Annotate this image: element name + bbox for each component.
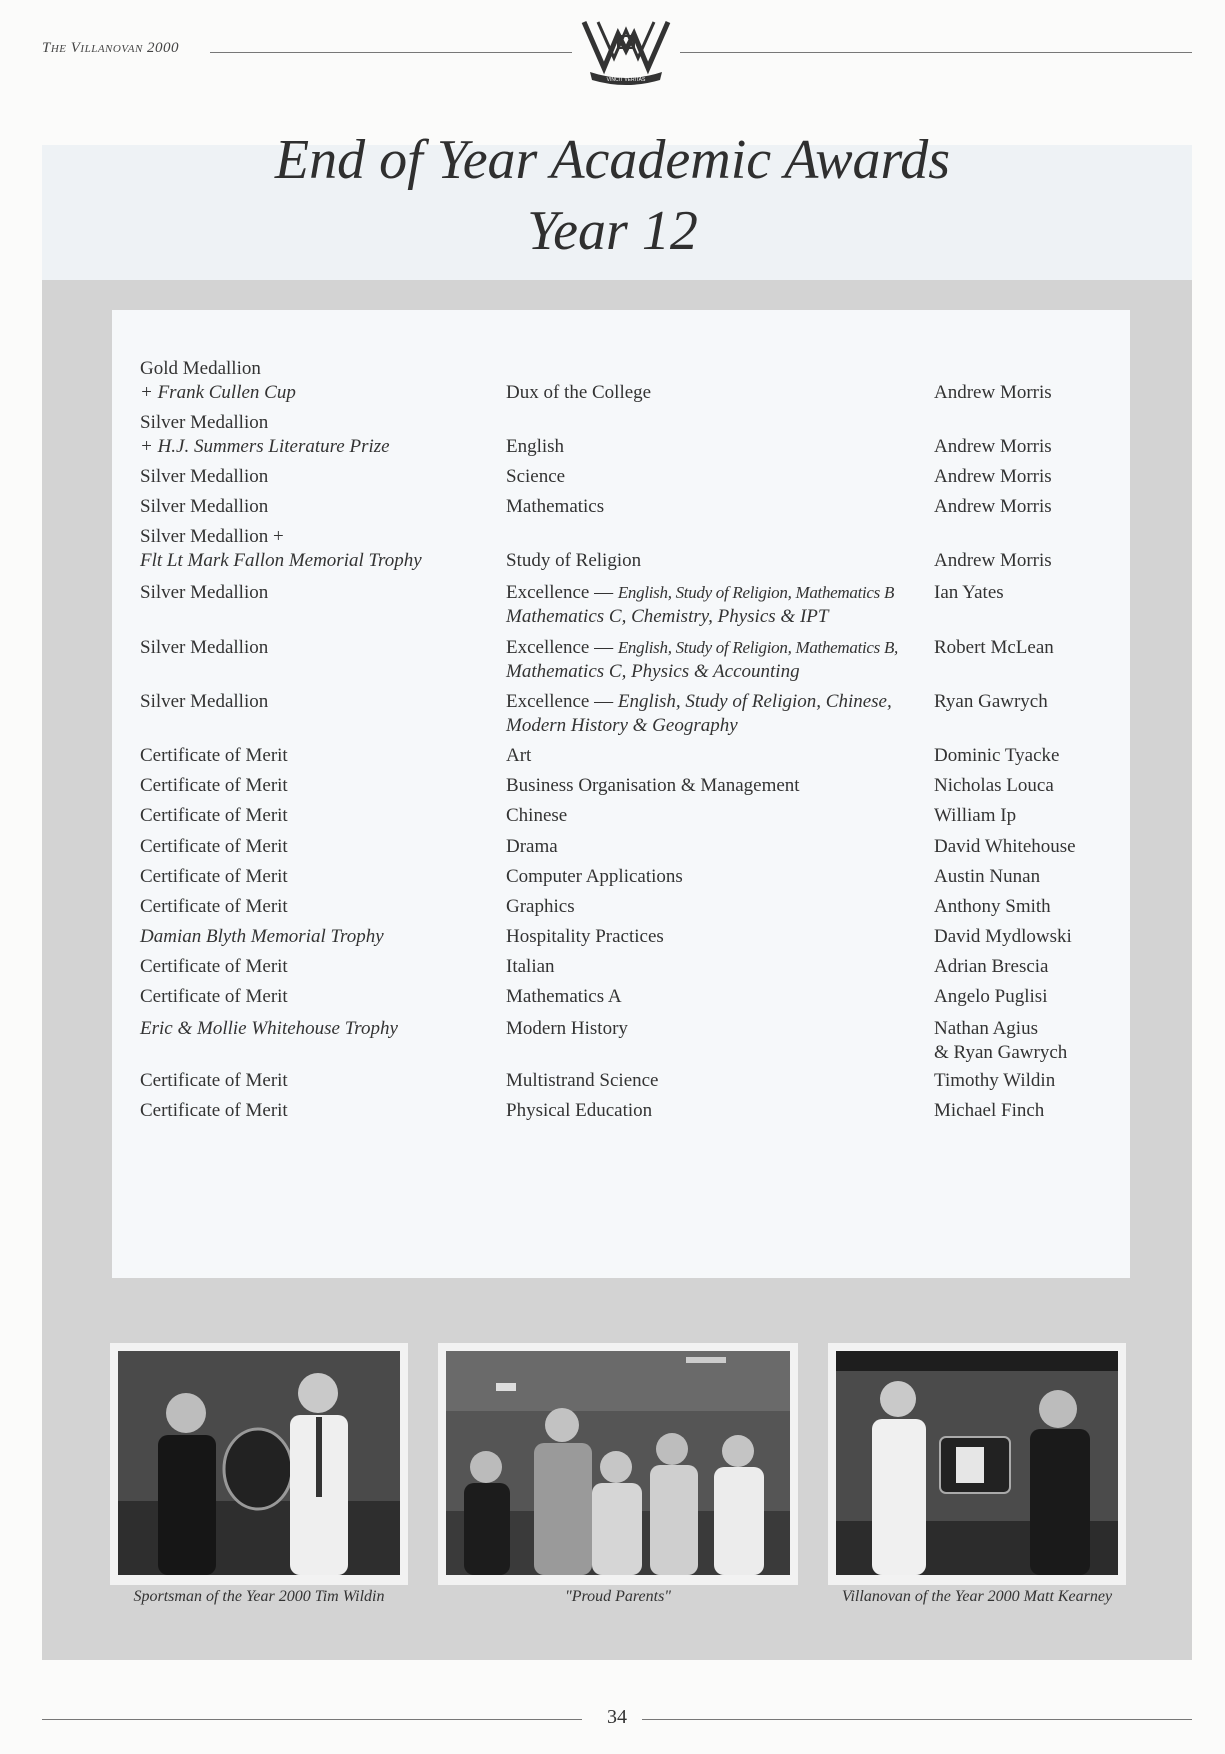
award-recipient: & Ryan Gawrych (934, 1042, 1068, 1063)
award-name: + H.J. Summers Literature Prize (140, 436, 390, 457)
college-crest-logo (580, 18, 672, 88)
award-recipient: Ian Yates (934, 582, 1004, 603)
awards-panel (112, 310, 1130, 1278)
award-subject-detail: English, Study of Religion, Mathematics B (617, 583, 895, 602)
award-subject: Mathematics A (506, 986, 622, 1007)
crest-motto: VINCIT VERITAS (606, 77, 646, 83)
award-recipient: Michael Finch (934, 1100, 1045, 1121)
footer-rule-left (42, 1719, 582, 1720)
award-subject-detail: Modern History & Geography (506, 715, 738, 736)
award-subject: Computer Applications (506, 866, 683, 887)
award-name: Silver Medallion (140, 582, 269, 603)
award-subject: Excellence — (506, 582, 614, 603)
photo-caption: Villanovan of the Year 2000 Matt Kearney (841, 1588, 1113, 1605)
award-name: Certificate of Merit (140, 805, 288, 826)
award-subject: Art (506, 745, 532, 766)
award-subject: Excellence — (506, 691, 614, 712)
award-name: Certificate of Merit (140, 866, 288, 887)
award-recipient: William Ip (934, 805, 1017, 826)
award-name: Certificate of Merit (140, 775, 288, 796)
award-subject: Hospitality Practices (506, 926, 664, 947)
photo-card (438, 1343, 798, 1585)
award-subject: Mathematics (506, 496, 605, 517)
award-name: Silver Medallion (140, 496, 269, 517)
publication-title: The Villanovan 2000 (42, 40, 180, 56)
award-recipient: Austin Nunan (934, 866, 1041, 887)
award-recipient: Andrew Morris (934, 436, 1052, 457)
award-name: Silver Medallion (140, 466, 269, 487)
award-recipient: David Whitehouse (934, 836, 1076, 857)
award-name: Certificate of Merit (140, 896, 288, 917)
award-recipient: Andrew Morris (934, 382, 1052, 403)
award-subject-detail: Mathematics C, Physics & Accounting (506, 661, 800, 682)
award-name: + Frank Cullen Cup (140, 382, 296, 403)
award-recipient: Andrew Morris (934, 466, 1052, 487)
award-subject-detail: Mathematics C, Chemistry, Physics & IPT (506, 606, 829, 627)
award-subject: Dux of the College (506, 382, 652, 403)
award-subject: Excellence — (506, 637, 614, 658)
award-name: Certificate of Merit (140, 1070, 288, 1091)
award-recipient: Dominic Tyacke (934, 745, 1060, 766)
award-subject: Study of Religion (506, 550, 642, 571)
header-rule-right (680, 52, 1192, 53)
award-subject: Science (506, 466, 566, 487)
award-subject: Italian (506, 956, 555, 977)
photo-card (828, 1343, 1126, 1585)
award-name: Silver Medallion + (140, 526, 284, 547)
award-recipient: Adrian Brescia (934, 956, 1049, 977)
award-name: Silver Medallion (140, 412, 269, 433)
award-subject: Multistrand Science (506, 1070, 659, 1091)
award-subject-detail: English, Study of Religion, Mathematics B, (617, 638, 898, 657)
award-subject-detail: English, Study of Religion, Chinese, (617, 691, 892, 712)
photo-card (110, 1343, 408, 1585)
photo-proud-parents (446, 1351, 790, 1575)
award-name: Certificate of Merit (140, 986, 288, 1007)
photo-caption: "Proud Parents" (564, 1588, 672, 1605)
page-subtitle: Year 12 (527, 200, 698, 262)
award-name: Gold Medallion (140, 358, 261, 379)
award-name: Certificate of Merit (140, 956, 288, 977)
award-name: Eric & Mollie Whitehouse Trophy (140, 1018, 398, 1039)
award-name: Certificate of Merit (140, 836, 288, 857)
award-recipient: Timothy Wildin (934, 1070, 1056, 1091)
award-subject: Business Organisation & Management (506, 775, 800, 796)
page-title: End of Year Academic Awards (274, 129, 951, 191)
award-name: Silver Medallion (140, 637, 269, 658)
award-name: Silver Medallion (140, 691, 269, 712)
photo-sportsman (118, 1351, 400, 1575)
award-subject: English (506, 436, 565, 457)
award-recipient: Nicholas Louca (934, 775, 1054, 796)
award-subject: Physical Education (506, 1100, 653, 1121)
award-subject: Modern History (506, 1018, 628, 1039)
award-subject: Drama (506, 836, 558, 857)
award-name: Certificate of Merit (140, 745, 288, 766)
award-recipient: Andrew Morris (934, 550, 1052, 571)
award-recipient: Angelo Puglisi (934, 986, 1048, 1007)
award-recipient: Andrew Morris (934, 496, 1052, 517)
photo-caption: Sportsman of the Year 2000 Tim Wildin (133, 1588, 385, 1605)
award-recipient: Ryan Gawrych (934, 691, 1048, 712)
award-recipient: Robert McLean (934, 637, 1054, 658)
award-name: Flt Lt Mark Fallon Memorial Trophy (140, 550, 422, 571)
award-recipient: David Mydlowski (934, 926, 1072, 947)
award-name: Damian Blyth Memorial Trophy (140, 926, 384, 947)
page-number: 34 (607, 1706, 627, 1728)
header-rule-left (210, 52, 572, 53)
footer-rule-right (642, 1719, 1192, 1720)
award-name: Certificate of Merit (140, 1100, 288, 1121)
award-recipient: Nathan Agius (934, 1018, 1038, 1039)
award-subject: Chinese (506, 805, 568, 826)
award-recipient: Anthony Smith (934, 896, 1051, 917)
award-subject: Graphics (506, 896, 575, 917)
photo-villanovan (836, 1351, 1118, 1575)
